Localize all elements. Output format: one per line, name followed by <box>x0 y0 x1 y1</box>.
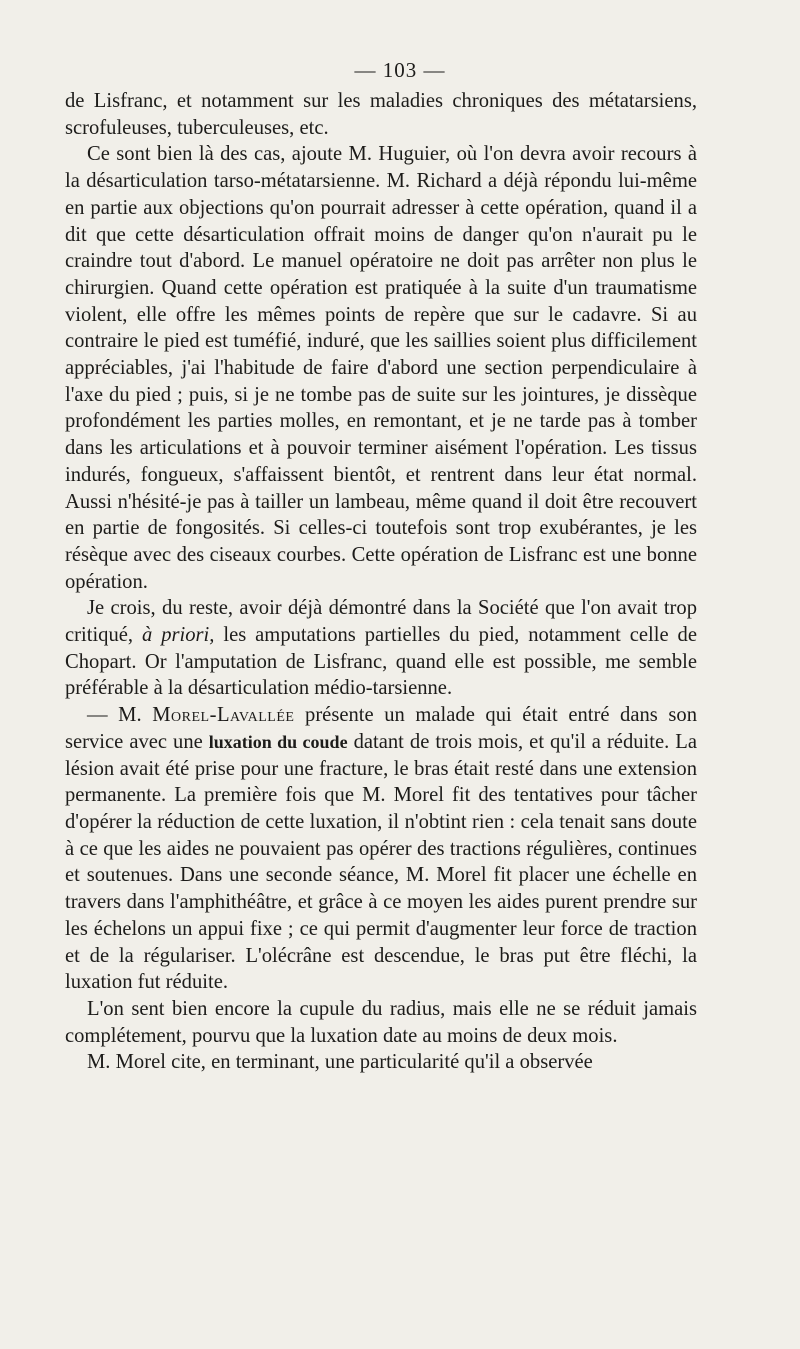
paragraph-2: Ce sont bien là des cas, ajoute M. Huguier, où l'on devra avoir recours à la désarticulation tarso-métatarsienne. M. Richard a déjà répondu lui-même en partie aux objections qu'on pourrait adresser à cette opération, quand il a dit que cette désarticulation offrait moins de danger qu'on n'aurait pu le craindre tout d'abord. Le manuel opératoire ne doit pas arrêter non plus le chirurgien. Quand cette opération est pratiquée à la suite d'un traumatisme violent, elle offre les mêmes points de repère que sur le cadavre. Si au contraire le pied est tuméfié, induré, que les saillies soient plus difficilement appréciables, j'ai l'habitude de faire d'abord une section perpendiculaire à l'axe du pied ; puis, si je ne tombe pas de suite sur les jointures, je dissèque profondément les parties molles, en remontant, et je ne tarde pas à tomber dans les articulations et à pouvoir terminer aisément l'opération. Les tissus indurés, fongueux, s'affaissent bientôt, et rentrent dans leur état normal. Aussi n'hésité-je pas à tailler un lambeau, même quand il doit être recouvert en partie de fongosités. Si celles-ci toutefois sont trop exubérantes, je les résèque avec des ciseaux courbes. Cette opération de Lisfranc est une bonne opération. <box>65 143 697 593</box>
dash-title: — M. <box>87 704 142 727</box>
paragraph-1: de Lisfranc, et notamment sur les maladies chroniques des métatarsiens, scrofuleuses, tuberculeuses, etc. <box>65 90 697 139</box>
body-text <box>65 88 697 1076</box>
speaker-name: Morel-Lavallée <box>152 704 295 727</box>
italic-a-priori: à priori, <box>141 624 215 647</box>
paragraph-4-text-b: datant de trois mois, et qu'il a réduite. La lésion avait été prise pour une fracture, le bras était resté dans une extension permanente. La première fois que M. Morel fit des tentatives pour tâcher d'opérer la réduction de cette luxation, il n'obtint rien : cela tenait sans doute à ce que les aides ne pouvaient pas opérer des tractions régulières, continues et soutenues. Dans une seconde séance, M. Morel fit placer une échelle en travers dans l'amphithéâtre, et grâce à ce moyen les aides purent prendre sur les échelons un appui fixe ; ce qui permit d'augmenter leur force de traction et de la régulariser. L'olécrâne est descendue, le bras put être fléchi, la luxation fut réduite. <box>65 730 697 994</box>
paragraph-6: M. Morel cite, en terminant, une particularité qu'il a observée <box>87 1051 593 1074</box>
paragraph-4 <box>65 702 697 996</box>
paragraph-3 <box>65 595 697 702</box>
page-number: — 103 — <box>354 58 446 82</box>
paragraph-4-text-a: présente un malade qui était entré dans son service avec une <box>65 704 697 753</box>
paragraph-5: L'on sent bien encore la cupule du radius, mais elle ne se réduit jamais complétement, pourvu que la luxation date au moins de deux mois. <box>65 997 697 1047</box>
bold-luxation: luxation du coude <box>208 731 348 752</box>
paragraph-3-text-b: les amputations partielles du pied, notamment celle de Chopart. Or l'amputation de Lisfranc, quand elle est possible, me semble préférable à la désarticulation médio-tarsienne. <box>65 624 697 700</box>
paragraph-3-text-a: Je crois, du reste, avoir déjà démontré dans la Société que l'on avait trop critiqué, <box>65 597 697 647</box>
